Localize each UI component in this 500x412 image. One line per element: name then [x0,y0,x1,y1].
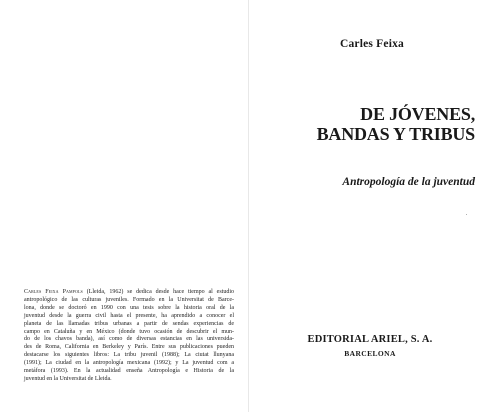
bio-line-10: (1991); La ciudad en la antropología mexicana (1992); y La juventud com a [24,360,234,367]
bio-line-8: des de Roma, California en Berkeley y París. Entre sus publicaciones pueden [24,344,234,351]
scan-speck [466,214,467,215]
publisher-name: EDITORIAL ARIEL, S. A. [307,334,433,345]
bio-line-3: lona, donde se doctoró en 1990 con una tesis sobre la historia oral de la [24,304,234,311]
author-biography [24,289,234,384]
book-title-line-1: DE JÓVENES, [360,104,475,124]
bio-line-11: metáfora (1993). En la actualidad enseña Antropología e Historia de la [24,368,234,375]
bio-author-name: Carles Feixa Pampols [24,289,83,295]
book-subtitle: Antropología de la juventud [342,176,475,188]
bio-line-7: do de los chavos banda), así como de diversas estancias en las universida- [24,336,234,343]
page-divider [248,0,249,412]
bio-line-1 [24,289,234,297]
bio-line-6: campo en Cataluña y en México (donde tuvo ocasión de descubrir el mun- [24,328,234,335]
bio-line-2: antropológico de las culturas juveniles. Formado en la Universitat de Barce- [24,296,234,303]
book-title [270,104,475,144]
bio-line-5: planeta de las llamadas tribus urbanas a partir de sendas experiencias de [24,320,234,327]
bio-line-12: juventud en la Universitat de Lleida. [24,375,112,382]
book-author: Carles Feixa [339,38,405,50]
bio-line-9: destacarse los siguientes libros: La tribu juvenil (1988); La ciutat llunyana [24,352,234,359]
book-title-line-2: BANDAS Y TRIBUS [316,124,475,144]
bio-line-1-text: (Lleida, 1962) se dedica desde hace tiempo al estudio [82,289,235,295]
bio-line-4: juventud desde la guerra civil hasta el presente, ha aprendido a conocer el [24,312,234,319]
publisher-city: BARCELONA [344,349,396,358]
